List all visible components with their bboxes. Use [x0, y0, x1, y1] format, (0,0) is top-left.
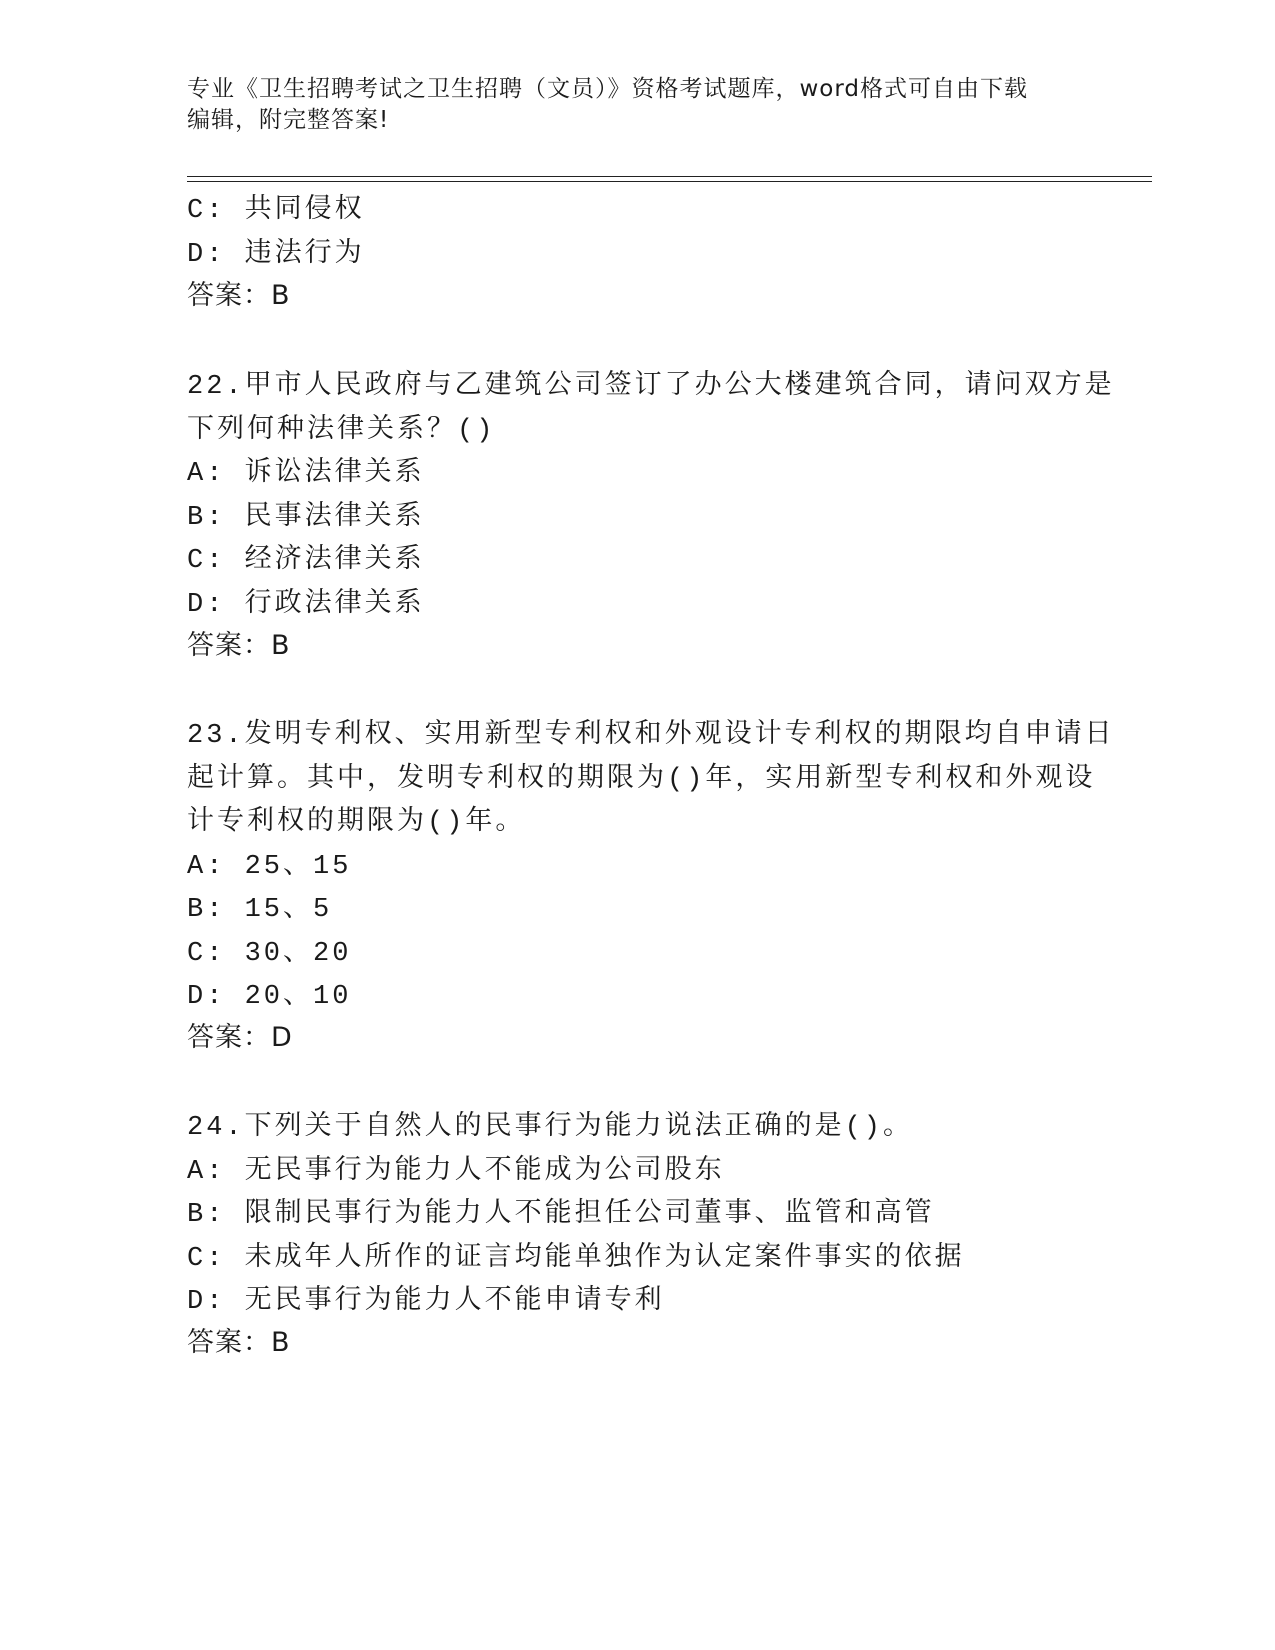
question-24-option-a: A: 无民事行为能力人不能成为公司股东 [187, 1157, 725, 1187]
question-23-line-2: 起计算。其中，发明专利权的期限为()年，实用新型专利权和外观设 [187, 765, 1096, 795]
question-23-line-1: 23.发明专利权、实用新型专利权和外观设计专利权的期限均自申请日 [187, 721, 1115, 751]
question-23-option-d: D: 20、10 [187, 982, 352, 1012]
question-22-option-b: B: 民事法律关系 [187, 503, 425, 533]
question-23-answer: 答案：D [187, 1022, 293, 1053]
prev-question-option-d: D: 违法行为 [187, 240, 365, 270]
header-line-2: 编辑，附完整答案! [187, 107, 390, 133]
header-divider-top [187, 176, 1152, 177]
question-24-line-1: 24.下列关于自然人的民事行为能力说法正确的是()。 [187, 1113, 914, 1143]
question-24-option-d: D: 无民事行为能力人不能申请专利 [187, 1287, 665, 1317]
question-23-option-c: C: 30、20 [187, 939, 352, 969]
header-line-1: 专业《卫生招聘考试之卫生招聘（文员）》资格考试题库，word格式可自由下载 [187, 76, 1029, 102]
question-23-option-a: A: 25、15 [187, 852, 352, 882]
question-24-option-b: B: 限制民事行为能力人不能担任公司董事、监管和高管 [187, 1200, 935, 1230]
question-24-answer: 答案：B [187, 1327, 291, 1358]
prev-question-answer: 答案：B [187, 280, 291, 311]
header-divider-bottom [187, 181, 1152, 182]
question-24-option-c: C: 未成年人所作的证言均能单独作为认定案件事实的依据 [187, 1244, 965, 1274]
prev-question-option-c: C: 共同侵权 [187, 196, 365, 226]
question-22-answer: 答案：B [187, 630, 291, 661]
question-23-option-b: B: 15、5 [187, 895, 333, 925]
question-22-option-a: A: 诉讼法律关系 [187, 459, 425, 489]
question-22-line-2: 下列何种法律关系？() [187, 416, 496, 446]
question-22-option-c: C: 经济法律关系 [187, 546, 425, 576]
question-23-line-3: 计专利权的期限为()年。 [187, 808, 526, 838]
document-header [187, 74, 1067, 136]
question-22-option-d: D: 行政法律关系 [187, 590, 425, 620]
question-22-line-1: 22.甲市人民政府与乙建筑公司签订了办公大楼建筑合同，请问双方是 [187, 372, 1115, 402]
